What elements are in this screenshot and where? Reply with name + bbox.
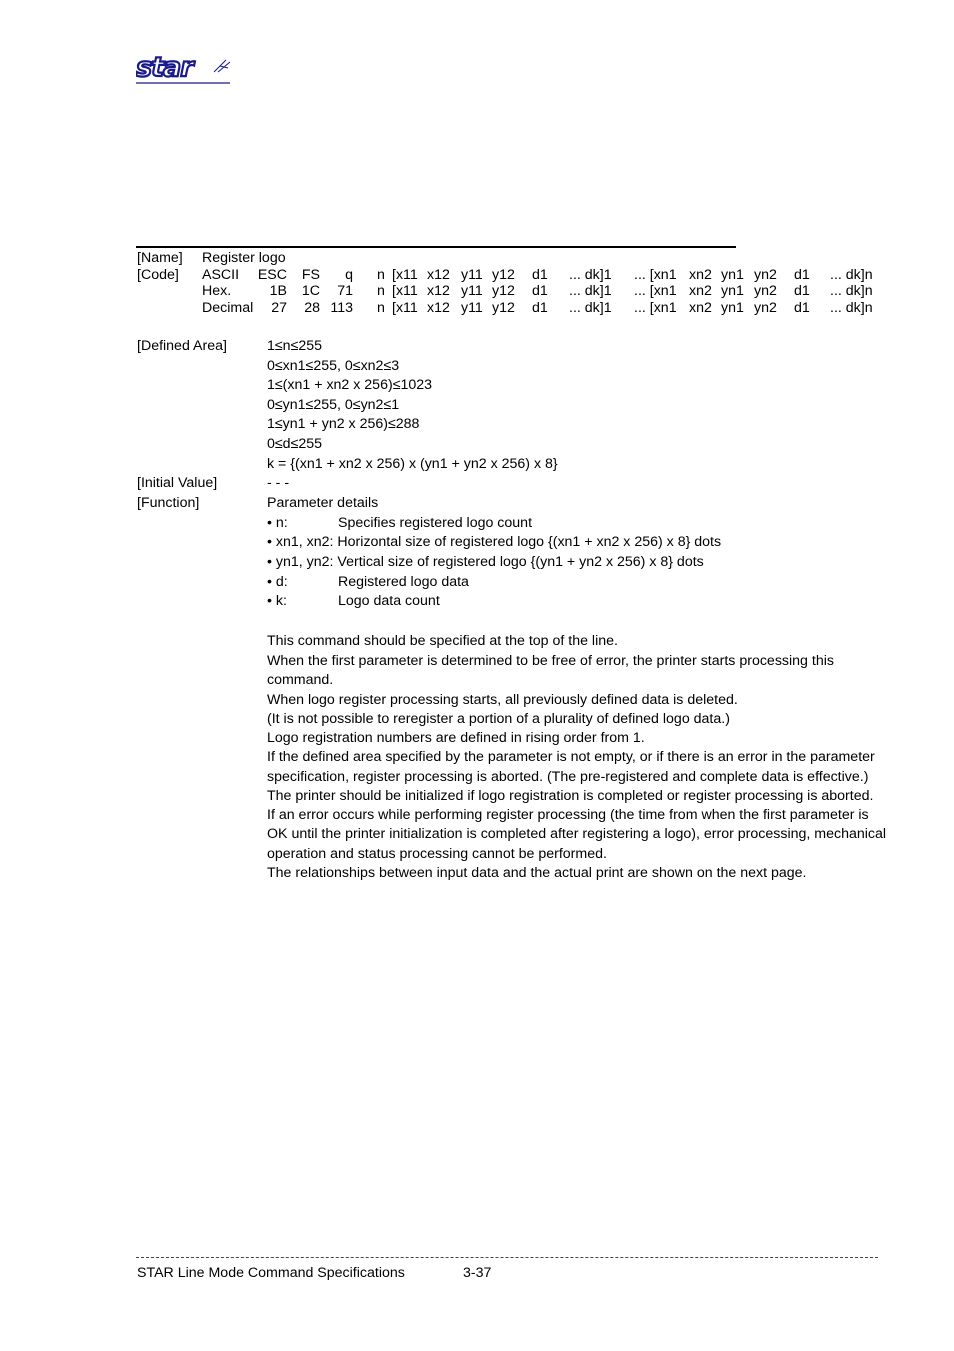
code-cell-c2: 1C	[301, 283, 320, 299]
function-body-line: When logo register processing starts, all previously defined data is deleted.	[267, 692, 738, 708]
initial-value: - - -	[267, 475, 290, 491]
name-label: [Name]	[137, 250, 183, 266]
code-cell-c3: 71	[337, 283, 353, 299]
defined-area-line: 1≤(xn1 + xn2 x 256)≤1023	[267, 377, 433, 393]
code-cell-y12: y12	[492, 267, 515, 283]
footer-rule	[136, 1257, 878, 1258]
code-cell-yn2: yn2	[754, 300, 777, 316]
code-cell-c2: FS	[301, 267, 320, 283]
function-body-line: The relationships between input data and the actual print are shown on the next page.	[267, 865, 807, 881]
code-cell-xn2: xn2	[689, 267, 712, 283]
code-cell-label: Decimal	[202, 300, 254, 316]
function-label: [Function]	[137, 495, 200, 511]
defined-area-line: 0≤yn1≤255, 0≤yn2≤1	[267, 397, 400, 413]
code-cell-x11: [x11	[392, 283, 418, 299]
header-rule	[136, 246, 736, 248]
param-desc: Specifies registered logo count	[338, 515, 533, 531]
footer-title: STAR Line Mode Command Specifications	[137, 1265, 405, 1281]
code-cell-c1: ESC	[257, 267, 287, 283]
code-cell-n: n	[377, 300, 385, 316]
function-body-line: (It is not possible to reregister a portion of a plurality of defined logo data.)	[267, 711, 730, 727]
code-cell-xn2: xn2	[689, 300, 712, 316]
code-cell-c3: q	[345, 267, 353, 283]
name-value: Register logo	[202, 250, 286, 266]
defined-area-line: 0≤d≤255	[267, 436, 323, 452]
defined-area-label: [Defined Area]	[137, 338, 227, 354]
code-cell-c1: 1B	[269, 283, 287, 299]
code-cell-xn1: ... [xn1	[634, 300, 677, 316]
code-cell-label: ASCII	[202, 267, 240, 283]
code-cell-xn1: ... [xn1	[634, 283, 677, 299]
code-cell-x11: [x11	[392, 267, 418, 283]
code-cell-c3: 113	[330, 300, 353, 316]
function-body-line: Logo registration numbers are defined in rising order from 1.	[267, 730, 645, 746]
function-body-line: This command should be specified at the top of the line.	[267, 633, 618, 649]
function-body-line: specification, register processing is aborted. (The pre-registered and complete data is effective.)	[267, 769, 869, 785]
code-cell-d1: d1	[532, 300, 548, 316]
code-cell-n: n	[377, 267, 385, 283]
function-intro: Parameter details	[267, 495, 379, 511]
code-cell-yn2: yn2	[754, 267, 777, 283]
defined-area-line: 1≤yn1 + yn2 x 256)≤288	[267, 416, 420, 432]
initial-value-label: [Initial Value]	[137, 475, 218, 491]
code-cell-d1b: d1	[794, 267, 810, 283]
param-line: • yn1, yn2: Vertical size of registered logo {(yn1 + yn2 x 256) x 8} dots	[267, 554, 704, 570]
code-cell-x12: x12	[427, 267, 450, 283]
function-body-line: If the defined area specified by the parameter is not empty, or if there is an error in the parameter	[267, 749, 875, 765]
defined-area-line: k = {(xn1 + xn2 x 256) x (yn1 + yn2 x 256) x 8}	[267, 456, 558, 472]
code-cell-dkn: ... dk]n	[830, 267, 873, 283]
code-cell-yn1: yn1	[721, 300, 744, 316]
code-cell-dkn: ... dk]n	[830, 300, 873, 316]
code-cell-x12: x12	[427, 283, 450, 299]
function-body-line: The printer should be initialized if logo registration is completed or register processing is aborted.	[267, 788, 874, 804]
code-cell-y11: y11	[461, 300, 483, 316]
code-cell-x12: x12	[427, 300, 450, 316]
code-cell-yn1: yn1	[721, 283, 744, 299]
code-cell-d1b: d1	[794, 283, 810, 299]
code-cell-y12: y12	[492, 283, 515, 299]
code-cell-label: Hex.	[202, 283, 232, 299]
param-desc: Logo data count	[338, 593, 440, 609]
code-cell-n: n	[377, 283, 385, 299]
function-body-line: command.	[267, 672, 334, 688]
function-body-line: When the first parameter is determined to be free of error, the printer starts processing this	[267, 653, 834, 669]
code-cell-yn2: yn2	[754, 283, 777, 299]
code-cell-xn1: ... [xn1	[634, 267, 677, 283]
star-logo	[136, 54, 232, 84]
param-key: • d:	[267, 574, 288, 590]
function-body-line: OK until the printer initialization is completed after registering a logo), error processing, mechanical	[267, 826, 887, 842]
code-cell-dk: ... dk]1	[569, 300, 612, 316]
function-body-line: If an error occurs while performing register processing (the time from when the first parameter is	[267, 807, 869, 823]
code-cell-c1: 27	[271, 300, 287, 316]
code-cell-c2: 28	[304, 300, 320, 316]
code-cell-y12: y12	[492, 300, 515, 316]
code-cell-dk: ... dk]1	[569, 283, 612, 299]
code-cell-y11: y11	[461, 283, 483, 299]
code-cell-x11: [x11	[392, 300, 418, 316]
page-number: 3-37	[463, 1265, 492, 1281]
code-cell-y11: y11	[461, 267, 483, 283]
logo-wordmark: star	[136, 54, 193, 83]
code-label: [Code]	[137, 267, 179, 283]
param-line: • xn1, xn2: Horizontal size of registered logo {(xn1 + xn2 x 256) x 8} dots	[267, 534, 722, 550]
function-body-line: operation and status processing cannot be performed.	[267, 846, 607, 862]
param-key: • k:	[267, 593, 287, 609]
code-cell-dkn: ... dk]n	[830, 283, 873, 299]
code-cell-d1b: d1	[794, 300, 810, 316]
param-desc: Registered logo data	[338, 574, 469, 590]
code-cell-xn2: xn2	[689, 283, 712, 299]
code-cell-d1: d1	[532, 267, 548, 283]
param-key: • n:	[267, 515, 288, 531]
defined-area-line: 0≤xn1≤255, 0≤xn2≤3	[267, 358, 400, 374]
defined-area-line: 1≤n≤255	[267, 338, 323, 354]
code-cell-yn1: yn1	[721, 267, 744, 283]
code-cell-d1: d1	[532, 283, 548, 299]
code-cell-dk: ... dk]1	[569, 267, 612, 283]
